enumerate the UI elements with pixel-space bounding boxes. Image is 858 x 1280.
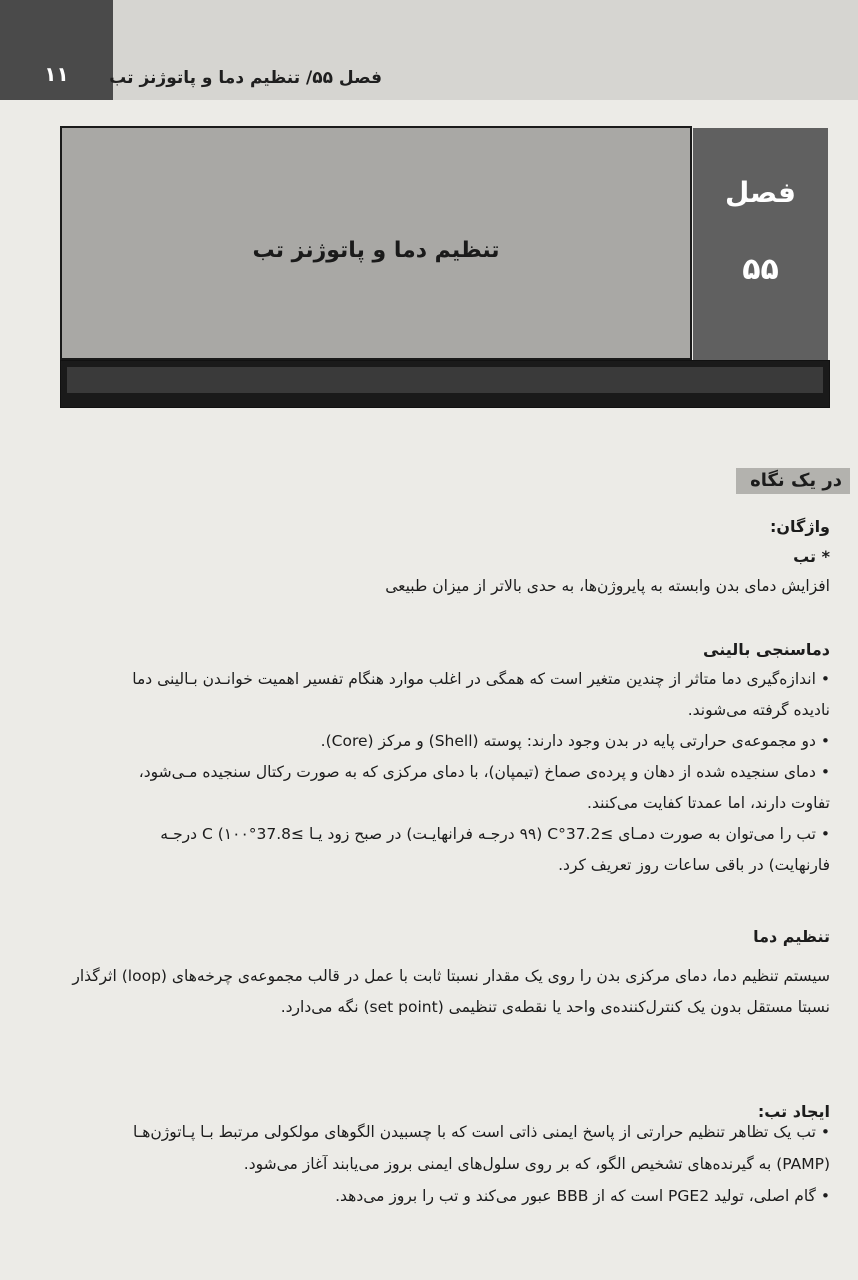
chapter-banner: [60, 122, 830, 408]
page-number: ۱۱: [44, 62, 69, 86]
banner-bottom-bar: [60, 360, 830, 408]
section-label: در یک نگاه: [736, 468, 850, 494]
vocab-heading: واژگان:: [769, 517, 830, 536]
banner-bottom-bar-inner: [67, 367, 823, 393]
regulation-line: سیستم تنظیم دما، دمای مرکزی بدن را روی یک مقدار نسبتا ثابت با عمل در قالب مجموعه‌ی چرخه‌های (loop) اثرگذار: [72, 967, 830, 985]
regulation-heading: تنظیم دما: [753, 927, 830, 946]
chapter-label: فصل: [725, 176, 796, 209]
pathogenesis-line: (PAMP) به گیرنده‌های تشخیص الگو، که بر روی سلول‌های ایمنی بروز می‌یابند آغاز می‌شود.: [243, 1155, 830, 1173]
thermometry-line: • دمای سنجیده شده از دهان و پرده‌ی صماخ (تیمپان)، با دمای مرکزی که به صورت رکتال سنجیده مـی‌شود،: [138, 763, 830, 781]
vocab-term: * تب: [793, 547, 830, 566]
regulation-line: نسبتا مستقل بدون یک کنترل‌کننده‌ی واحد یا نقطه‌ی تنظیمی (set point) نگه می‌دارد.: [280, 998, 830, 1016]
pathogenesis-line: • گام اصلی، تولید PGE2 است که از BBB عبور می‌کند و تب را بروز می‌دهد.: [335, 1187, 830, 1205]
thermometry-line: فارنهایت) در باقی ساعات روز تعریف کرد.: [558, 856, 830, 874]
pathogenesis-line: • تب یک تظاهر تنظیم حرارتی از پاسخ ایمنی ذاتی است که با چسبیدن الگوهای مولکولی مرتبط بـا پـاتوژن‌هـا: [132, 1123, 830, 1141]
chapter-title-box: [60, 126, 692, 360]
thermometry-line: • دو مجموعه‌ی حرارتی پایه در بدن وجود دارند: پوسته (Shell) و مرکز (Core).: [320, 732, 830, 750]
pathogenesis-heading: ایجاد تب:: [757, 1102, 830, 1121]
chapter-title: تنظیم دما و پاتوژنز تب: [252, 238, 500, 263]
thermometry-line: نادیده گرفته می‌شوند.: [687, 701, 830, 719]
thermometry-line: • اندازه‌گیری دما متاثر از چندین متغیر است که همگی در اغلب موارد هنگام تفسیر اهمیت خوانـدن بـالینی دما: [132, 670, 830, 688]
thermometry-line: • تب را می‌توان به صورت دمـای ≥37.2°C (۹۹ درجـه فرانهایـت) در صبح زود یـا ≥37.8°C (۱۰۰ درجـه: [160, 825, 830, 843]
chapter-number: ۵۵: [742, 252, 779, 287]
thermometry-line: تفاوت دارند، اما عمدتا کفایت می‌کنند.: [587, 794, 830, 812]
running-head: فصل ۵۵/ تنظیم دما و پاتوژنز تب: [109, 68, 382, 88]
thermometry-heading: دماسنجی بالینی: [703, 640, 830, 659]
chapter-number-box: [693, 128, 828, 364]
page-number-box: [0, 0, 113, 100]
vocab-definition: افزایش دمای بدن وابسته به پایروژن‌ها، به حدی بالاتر از میزان طبیعی: [385, 577, 830, 595]
